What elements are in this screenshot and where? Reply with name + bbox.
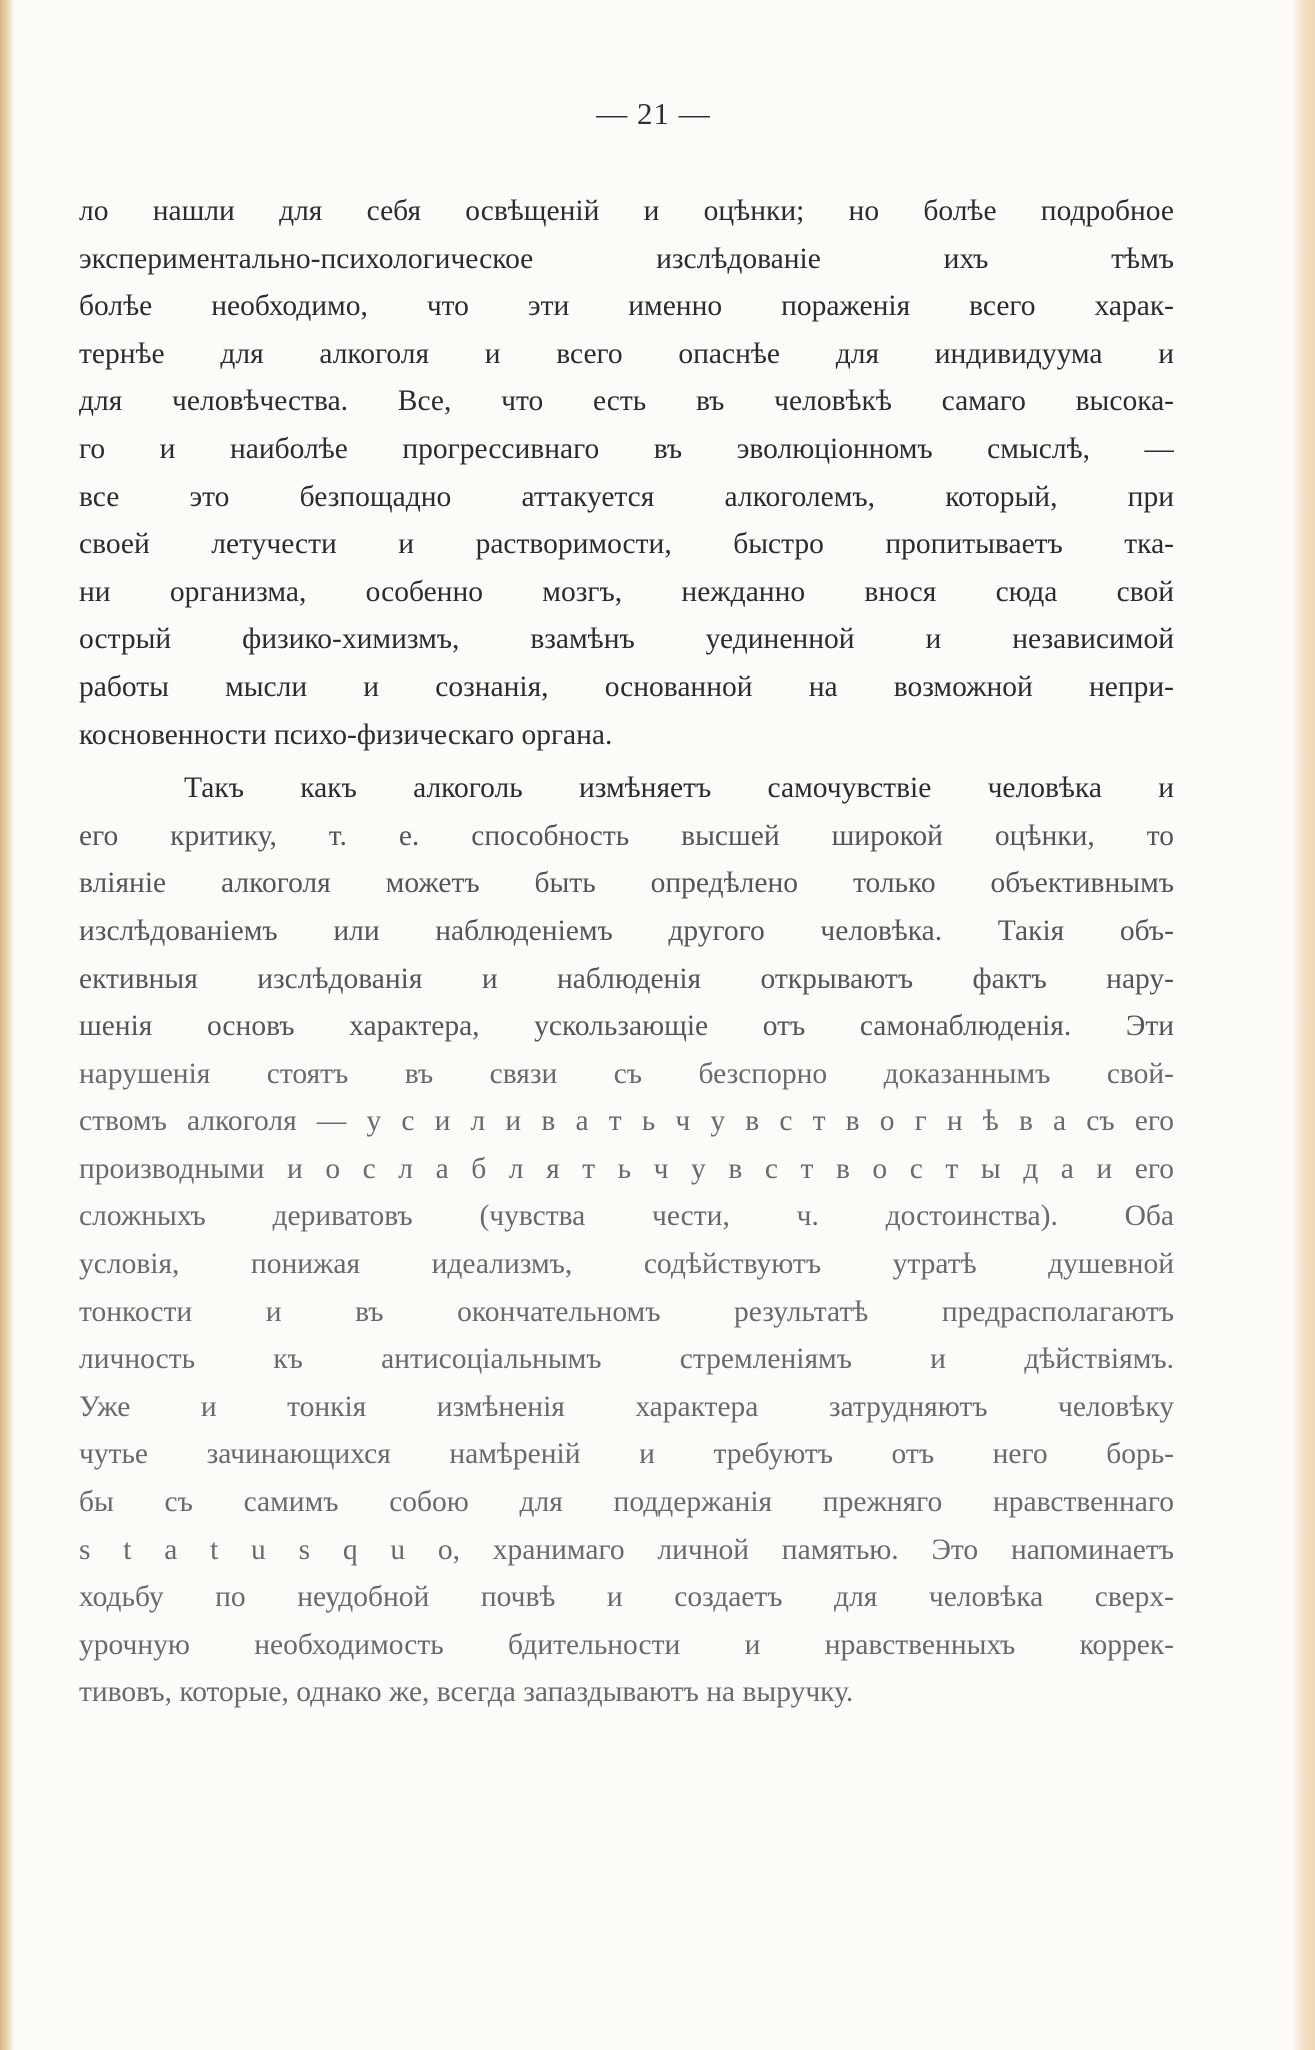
text-line: для человѣчества. Все, что есть въ человѣкѣ самаго высока- — [79, 385, 1174, 418]
text-body — [79, 188, 1174, 1717]
text-line: s t a t u s q u o, хранимаго личной памятью. Это напоминаетъ — [79, 1533, 1174, 1566]
text-line: вліяніе алкоголя можетъ быть опредѣлено только объективнымъ — [79, 867, 1174, 900]
text-line: производными и о с л а б л я т ь ч у в с т в о с т ы д а и его — [79, 1152, 1174, 1185]
text-line: нарушенія стоятъ въ связи съ безспорно доказаннымъ свой- — [79, 1057, 1174, 1090]
text-line: условія, понижая идеализмъ, содѣйствуютъ утратѣ душевной — [79, 1248, 1174, 1281]
text-line: шенія основъ характера, ускользающіе отъ самонаблюденія. Эти — [79, 1010, 1174, 1043]
text-line: бы съ самимъ собою для поддержанія прежняго нравственнаго — [79, 1486, 1174, 1519]
scan-edge-left — [0, 0, 14, 2050]
text-line: личность къ антисоціальнымъ стремленіямъ и дѣйствіямъ. — [79, 1343, 1174, 1376]
text-line: ективныя изслѣдованія и наблюденія открываютъ фактъ нару- — [79, 962, 1174, 995]
text-line: своей летучести и растворимости, быстро пропитываетъ тка- — [79, 528, 1174, 561]
text-line: урочную необходимость бдительности и нравственныхъ коррек- — [79, 1628, 1174, 1661]
text-line: экспериментально-психологическое изслѣдованіе ихъ тѣмъ — [79, 242, 1174, 275]
text-line: сложныхъ дериватовъ (чувства чести, ч. достоинства). Оба — [79, 1200, 1174, 1233]
text-line: го и наиболѣе прогрессивнаго въ эволюціонномъ смыслѣ, — — [79, 432, 1174, 465]
text-line: Такъ какъ алкоголь измѣняетъ самочувствіе человѣка и — [184, 772, 1174, 805]
text-line: болѣе необходимо, что эти именно пораженія всего харак- — [79, 290, 1174, 323]
page-number: — 21 — — [596, 96, 711, 131]
text-line: ло нашли для себя освѣщеній и оцѣнки; но болѣе подробное — [79, 195, 1174, 227]
paragraph-2 — [79, 765, 1174, 1717]
text-line: ни организма, особенно мозгъ, нежданно внося сюда свой — [79, 575, 1174, 608]
text-line: все это безпощадно аттакуется алкоголемъ, который, при — [79, 480, 1174, 513]
text-line: ствомъ алкоголя — у с и л и в а т ь ч у в с т в о г н ѣ в а съ его — [79, 1105, 1174, 1138]
text-line: его критику, т. е. способность высшей широкой оцѣнки, то — [79, 819, 1174, 852]
book-page — [14, 0, 1293, 2050]
text-line: тонкости и въ окончательномъ результатѣ предрасполагаютъ — [79, 1295, 1174, 1328]
text-line: работы мысли и сознанія, основанной на возможной непри- — [79, 670, 1174, 703]
text-line: острый физико-химизмъ, взамѣнъ уединенной и независимой — [79, 623, 1174, 656]
text-line: тернѣе для алкоголя и всего опаснѣе для индивидуума и — [79, 337, 1174, 370]
text-line: чутье зачинающихся намѣреній и требуютъ отъ него борь- — [79, 1438, 1174, 1471]
text-line: косновенности психо-физическаго органа. — [79, 718, 613, 751]
scan-edge-right — [1293, 0, 1315, 2050]
text-line: изслѣдованіемъ или наблюденіемъ другого человѣка. Такія объ- — [79, 914, 1174, 947]
text-line: Уже и тонкія измѣненія характера затрудняютъ человѣку — [79, 1390, 1174, 1423]
paragraph-1 — [79, 188, 1174, 759]
text-line: ходьбу по неудобной почвѣ и создаетъ для человѣка сверх- — [79, 1581, 1174, 1614]
text-line: тивовъ, которые, однако же, всегда запаздываютъ на выручку. — [79, 1676, 854, 1709]
